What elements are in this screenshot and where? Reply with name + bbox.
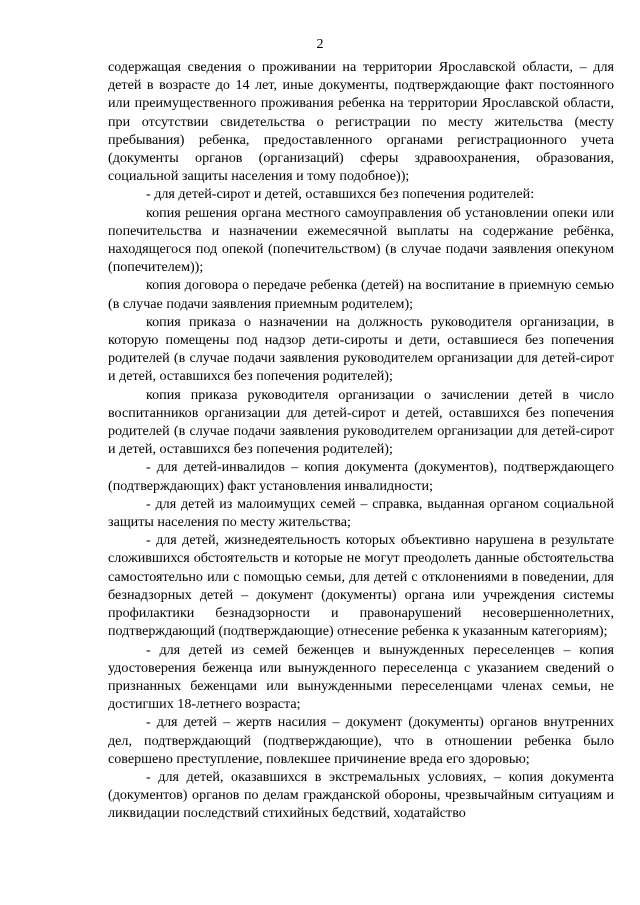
paragraph-low-income-families: - для детей из малоимущих семей – справка, выданная органом социальной защиты населения по месту жительства; [108,495,614,531]
paragraph-enrollment-order: копия приказа руководителя организации о зачислении детей в число воспитанников организации для детей-сирот и детей, оставшихся без попечения родителей (в случае подачи заявления руководителем организации для детей-сирот и детей, оставшихся без попечения родителей); [108,386,614,458]
document-body [108,58,614,823]
paragraph-extreme-conditions: - для детей, оказавшихся в экстремальных условиях, – копия документа (документов) органов по делам гражданской обороны, чрезвычайным ситуациям и ликвидации последствий стихийных бедствий, ходатайство [108,768,614,822]
paragraph-disabled-children: - для детей-инвалидов – копия документа (документов), подтверждающего (подтверждающих) факт установления инвалидности; [108,459,614,494]
paragraph-foster-contract: копия договора о передаче ребенка (детей) на воспитание в приемную семью (в случае подачи заявления приемным родителем); [108,277,614,312]
paragraph-difficult-circumstances: - для детей, жизнедеятельность которых объективно нарушена в результате сложившихся обстоятельств и которые не могут преодолеть данные обстоятельства самостоятельно или с помощью семьи, для детей с отклонениями в поведении, для безнадзорных детей – документ (документы) органа или учреждения системы профилактики безнадзорности и правонарушений несовершеннолетних, подтверждающий (подтверждающие) отнесение ребенка к указанным категориям); [108,532,614,640]
page-number: 2 [316,37,324,52]
paragraph-orphans-heading: - для детей-сирот и детей, оставшихся без попечения родителей: [146,186,535,203]
paragraph-guardianship-decision: копия решения органа местного самоуправления об установлении опеки или попечительства и назначении ежемесячной выплаты на содержание ребёнка, находящегося под опекой (попечительством) (в случае подачи заявления опекуном (попечителем)); [108,204,614,276]
paragraph-head-appointment-order: копия приказа о назначении на должность руководителя организации, в которую помещены под надзор дети-сироты и дети, оставшиеся без попечения родителей (в случае подачи заявления руководителем организации для детей-сирот и детей, оставшихся без попечения родителей); [108,313,614,385]
paragraph-residence-documents: содержащая сведения о проживании на территории Ярославской области, – для детей в возрасте до 14 лет, иные документы, подтверждающие факт постоянного или преимущественного проживания ребенка на территории Ярославской области, при отсутствии свидетельства о регистрации по месту жительства (месту пребывания) ребенка, предоставленного органами регистрационного учета (документы органов (организаций) сферы здравоохранения, образования, социальной защиты населения и тому подобное)); [108,59,614,185]
paragraph-violence-victims: - для детей – жертв насилия – документ (документы) органов внутренних дел, подтверждающий (подтверждающие), что в отношении ребенка было совершено преступление, повлекшее причинение вреда его здоровью; [108,714,614,767]
paragraph-refugees: - для детей из семей беженцев и вынужденных переселенцев – копия удостоверения беженца или вынужденного переселенца с указанием сведений о признанных беженцами или вынужденными переселенцами членах семьи, не достигших 18-летнего возраста; [108,641,614,713]
